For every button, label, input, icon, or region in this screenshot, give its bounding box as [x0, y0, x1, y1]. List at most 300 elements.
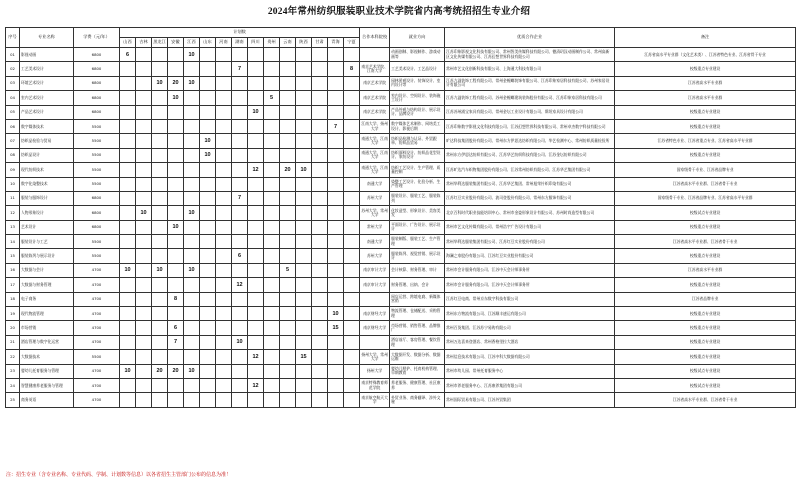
row-plan-count: [200, 105, 216, 119]
row-plan-count: [216, 335, 232, 349]
row-seq: 14: [6, 235, 20, 249]
row-partner: 南京财经大学: [360, 307, 390, 321]
row-plan-count: [136, 263, 152, 277]
row-plan-count: [264, 163, 280, 177]
row-company: 常州华利达服装集团有限公司、江苏红豆实业股份有限公司: [445, 235, 615, 249]
row-company: 常州信息技术有限公司、江苏中科大数据有限公司: [445, 350, 615, 364]
row-company: 江苏红豆电商、常州京东数字科技有限公司: [445, 292, 615, 306]
row-plan-count: 8: [344, 62, 360, 76]
row-remark: 江苏省高水平专业群、江苏省骨干专业: [615, 177, 796, 191]
row-plan-count: [184, 62, 200, 76]
row-plan-count: [168, 163, 184, 177]
table-row: [6, 134, 796, 148]
row-remark: 校级试点专业建设: [615, 364, 796, 378]
row-plan-count: [248, 119, 264, 133]
row-major-name: 纺织品检验与贸易: [20, 134, 74, 148]
row-plan-count: [200, 206, 216, 220]
row-plan-count: 15: [296, 350, 312, 364]
row-plan-count: [168, 263, 184, 277]
row-plan-count: [344, 206, 360, 220]
header-tuition: 学费（元/年）: [74, 28, 120, 48]
row-remark: 江苏省特色专业、江苏省重点专业、江苏省高水平专业群: [615, 134, 796, 148]
row-partner: 南京艺术学院: [360, 91, 390, 105]
row-plan-count: [136, 48, 152, 62]
row-company: 江苏苏州浦宝家具有限公司、常州金坛工业设计有限公司、斯坦家具设计有限公司: [445, 105, 615, 119]
row-plan-count: [248, 134, 264, 148]
row-plan-count: [296, 321, 312, 335]
row-plan-count: [312, 220, 328, 234]
table-row: [6, 163, 796, 177]
row-plan-count: [120, 206, 136, 220]
row-plan-count: [184, 134, 200, 148]
row-seq: 12: [6, 206, 20, 220]
row-plan-count: [120, 235, 136, 249]
row-plan-count: [136, 321, 152, 335]
row-partner: 扬州大学: [360, 364, 390, 378]
row-job: 纺织品检测与认证、外贸跟单、纺织品贸易: [390, 134, 445, 148]
row-remark: 国家级骨干专业、江苏省品牌专业、江苏省高水平专业群: [615, 191, 796, 205]
row-seq: 08: [6, 148, 20, 162]
row-plan-count: [344, 163, 360, 177]
row-plan-count: [280, 278, 296, 292]
row-plan-count: [200, 364, 216, 378]
row-plan-count: [264, 292, 280, 306]
row-plan-count: 10: [232, 335, 248, 349]
row-remark: 校级试点专业建设: [615, 206, 796, 220]
row-plan-count: [136, 307, 152, 321]
row-plan-count: [296, 335, 312, 349]
header-partner: 合作本科院校: [360, 28, 390, 48]
row-plan-count: [184, 307, 200, 321]
row-plan-count: 10: [152, 263, 168, 277]
row-major-name: 服装设计与工艺: [20, 235, 74, 249]
row-plan-count: [280, 76, 296, 90]
row-plan-count: [200, 321, 216, 335]
row-plan-count: [264, 350, 280, 364]
row-plan-count: [136, 335, 152, 349]
footnote: 注：招生专业（含专业名称、专业代码、学制、计划数等信息）以各省招生主管部门公布的信息为准！: [6, 472, 232, 478]
row-job: 市场营销、销售管理、品牌推广: [390, 321, 445, 335]
row-company: 常州东方伊思达纺织有限公司、江苏华艺纺织科技有限公司、江苏金坛纺织有限公司: [445, 148, 615, 162]
row-plan-count: [264, 263, 280, 277]
row-plan-count: [120, 278, 136, 292]
row-company: 江苏印象数字影视文化科技有限公司、江苏幻想世界科技有限公司、常州卓杰数字科技有限公司: [445, 119, 615, 133]
row-plan-count: [136, 163, 152, 177]
row-plan-count: 20: [152, 364, 168, 378]
row-plan-count: [216, 378, 232, 392]
row-plan-count: [328, 191, 344, 205]
row-plan-count: [264, 335, 280, 349]
row-plan-count: [136, 91, 152, 105]
row-tuition: 4700: [74, 307, 120, 321]
row-major-name: 大数据与会计: [20, 263, 74, 277]
row-plan-count: [328, 249, 344, 263]
row-remark: 校级重点专业建设: [615, 335, 796, 349]
row-plan-count: [216, 148, 232, 162]
row-plan-count: [168, 378, 184, 392]
table-row: [6, 378, 796, 392]
row-tuition: 6800: [74, 48, 120, 62]
row-plan-count: [312, 263, 328, 277]
row-job: 数字媒体艺术制作、网络美工设计、影视后期: [390, 119, 445, 133]
row-plan-count: [248, 235, 264, 249]
row-tuition: 5500: [74, 350, 120, 364]
header-province: 四川: [248, 38, 264, 48]
row-plan-count: [168, 235, 184, 249]
row-plan-count: [296, 364, 312, 378]
row-plan-count: [184, 235, 200, 249]
row-plan-count: [344, 364, 360, 378]
row-plan-count: [328, 393, 344, 407]
row-remark: 江苏省高水平专业群: [615, 91, 796, 105]
row-job: 婴幼儿照护、托育机构管理、早期教育: [390, 364, 445, 378]
row-plan-count: 6: [168, 321, 184, 335]
row-plan-count: [216, 278, 232, 292]
row-tuition: 4700: [74, 278, 120, 292]
row-major-name: 数字媒体技术: [20, 119, 74, 133]
row-job: 工艺美术设计、工艺品设计: [390, 62, 445, 76]
header-province: 贵州: [264, 38, 280, 48]
row-plan-count: [312, 235, 328, 249]
row-job: 园林景观设计、装饰设计、室内设计等: [390, 76, 445, 90]
row-seq: 21: [6, 335, 20, 349]
row-plan-count: [200, 249, 216, 263]
row-plan-count: [200, 62, 216, 76]
row-plan-count: [120, 335, 136, 349]
row-tuition: 5500: [74, 148, 120, 162]
row-plan-count: [264, 249, 280, 263]
row-seq: 09: [6, 163, 20, 177]
row-plan-count: [216, 393, 232, 407]
row-plan-count: [312, 278, 328, 292]
row-plan-count: 5: [280, 263, 296, 277]
row-job: 纺织面料设计、纺织品花型设计、家纺设计: [390, 148, 445, 162]
row-plan-count: [232, 105, 248, 119]
row-plan-count: [152, 321, 168, 335]
header-province: 青海: [328, 38, 344, 48]
row-remark: 校级重点专业建设: [615, 278, 796, 292]
header-province: 山西: [120, 38, 136, 48]
row-remark: 校级重点专业建设: [615, 307, 796, 321]
row-plan-count: [216, 62, 232, 76]
row-remark: 江苏省品牌专业: [615, 292, 796, 306]
row-plan-count: [168, 177, 184, 191]
row-plan-count: 6: [232, 249, 248, 263]
row-major-name: 现代纺织技术: [20, 163, 74, 177]
row-plan-count: [296, 134, 312, 148]
table-body: [6, 48, 796, 408]
row-plan-count: 10: [168, 91, 184, 105]
row-seq: 04: [6, 91, 20, 105]
row-plan-count: [344, 321, 360, 335]
row-plan-count: [312, 91, 328, 105]
table-row: [6, 191, 796, 205]
row-tuition: 6800: [74, 91, 120, 105]
row-plan-count: [296, 76, 312, 90]
row-plan-count: 8: [168, 292, 184, 306]
row-seq: 06: [6, 119, 20, 133]
row-plan-count: [280, 350, 296, 364]
table-row: [6, 278, 796, 292]
row-major-name: 市场营销: [20, 321, 74, 335]
row-plan-count: [328, 134, 344, 148]
row-plan-count: 10: [248, 105, 264, 119]
row-plan-count: [216, 292, 232, 306]
header-province: 甘肃: [312, 38, 328, 48]
row-plan-count: [152, 206, 168, 220]
row-company: 北京百科时代职业技能培训中心、常州市金姿形象设计有限公司、苏州时尚造型有限公司: [445, 206, 615, 220]
row-plan-count: [280, 249, 296, 263]
row-plan-count: [200, 220, 216, 234]
row-plan-count: [216, 76, 232, 90]
row-plan-count: [232, 76, 248, 90]
row-plan-count: [344, 48, 360, 62]
row-plan-count: [344, 335, 360, 349]
row-plan-count: [296, 62, 312, 76]
row-plan-count: [152, 119, 168, 133]
row-plan-count: [248, 263, 264, 277]
row-plan-count: [184, 119, 200, 133]
row-plan-count: [312, 76, 328, 90]
row-company: 常州市幼儿园、常州托育服务中心: [445, 364, 615, 378]
row-plan-count: [328, 76, 344, 90]
row-plan-count: [136, 278, 152, 292]
row-major-name: 环境艺术设计: [20, 76, 74, 90]
row-plan-count: [152, 249, 168, 263]
row-plan-count: [200, 235, 216, 249]
row-major-name: 婴幼儿托育服务与管理: [20, 364, 74, 378]
row-plan-count: [200, 393, 216, 407]
row-plan-count: [120, 76, 136, 90]
row-partner: [360, 335, 390, 349]
row-plan-count: [328, 148, 344, 162]
row-plan-count: [152, 177, 168, 191]
row-partner: 南通大学、江南大学: [360, 163, 390, 177]
row-plan-count: [216, 91, 232, 105]
row-plan-count: [232, 91, 248, 105]
header-province: 黑龙江: [152, 38, 168, 48]
row-plan-count: [136, 249, 152, 263]
row-partner: [360, 48, 390, 62]
row-plan-count: [344, 91, 360, 105]
row-plan-count: [264, 76, 280, 90]
row-plan-count: [344, 76, 360, 90]
header-job: 就业方向: [390, 28, 445, 48]
table-row: [6, 206, 796, 220]
row-plan-count: [168, 393, 184, 407]
row-plan-count: 10: [184, 263, 200, 277]
row-plan-count: [328, 278, 344, 292]
row-seq: 16: [6, 263, 20, 277]
row-plan-count: [280, 335, 296, 349]
row-major-name: 产品艺术设计: [20, 105, 74, 119]
row-plan-count: [296, 278, 312, 292]
row-plan-count: [264, 278, 280, 292]
row-major-name: 工艺美术设计: [20, 62, 74, 76]
row-plan-count: [280, 48, 296, 62]
row-major-name: 商务英语: [20, 393, 74, 407]
row-remark: 校级重点专业建设: [615, 350, 796, 364]
row-plan-count: [120, 148, 136, 162]
row-company: 常州国际贸易有限公司、江苏外贸集团: [445, 393, 615, 407]
row-company: 常州市养老服务中心、江苏康养集团有限公司: [445, 378, 615, 392]
row-plan-count: [328, 235, 344, 249]
row-plan-count: [296, 393, 312, 407]
row-job: 网店运营、跨境电商、新媒体营销: [390, 292, 445, 306]
row-plan-count: 10: [296, 163, 312, 177]
row-plan-count: [312, 292, 328, 306]
row-plan-count: 7: [168, 335, 184, 349]
table-row: [6, 48, 796, 62]
row-plan-count: [152, 62, 168, 76]
table-row: [6, 62, 796, 76]
row-plan-count: [136, 220, 152, 234]
table-row: [6, 177, 796, 191]
row-plan-count: [264, 105, 280, 119]
row-plan-count: [344, 350, 360, 364]
row-plan-count: [184, 278, 200, 292]
row-plan-count: [328, 335, 344, 349]
row-plan-count: [312, 119, 328, 133]
row-job: 养老服务、健康管理、社区康养: [390, 378, 445, 392]
row-plan-count: [312, 206, 328, 220]
row-plan-count: [296, 48, 312, 62]
row-seq: 11: [6, 191, 20, 205]
row-seq: 25: [6, 393, 20, 407]
row-tuition: 5500: [74, 235, 120, 249]
table-row: [6, 76, 796, 90]
row-plan-count: [248, 321, 264, 335]
row-job: 产品外观与结构设计、展示设计、品牌设计: [390, 105, 445, 119]
row-plan-count: 7: [232, 191, 248, 205]
row-plan-count: [120, 91, 136, 105]
row-plan-count: [152, 134, 168, 148]
row-plan-count: [264, 307, 280, 321]
row-company: 常州万达喜来登酒店、常州香格里拉大酒店: [445, 335, 615, 349]
row-plan-count: [248, 220, 264, 234]
row-plan-count: [280, 364, 296, 378]
row-remark: 校级重点专业建设: [615, 105, 796, 119]
row-plan-count: [312, 393, 328, 407]
row-plan-count: [248, 191, 264, 205]
header-province: 宁夏: [344, 38, 360, 48]
row-plan-count: [168, 148, 184, 162]
table-row: [6, 350, 796, 364]
row-plan-count: [216, 119, 232, 133]
row-plan-count: [232, 263, 248, 277]
row-plan-count: [280, 292, 296, 306]
row-plan-count: [344, 191, 360, 205]
row-plan-count: [280, 148, 296, 162]
row-plan-count: [296, 119, 312, 133]
row-plan-count: [248, 206, 264, 220]
row-plan-count: [232, 163, 248, 177]
row-major-name: 服装陈列与展示设计: [20, 249, 74, 263]
row-plan-count: [248, 62, 264, 76]
header-province: 江西: [184, 38, 200, 48]
row-partner: 苏州大学、常州大学: [360, 206, 390, 220]
row-plan-count: [312, 148, 328, 162]
row-plan-count: [296, 263, 312, 277]
row-plan-count: 10: [184, 364, 200, 378]
row-plan-count: [184, 350, 200, 364]
row-plan-count: [248, 249, 264, 263]
row-plan-count: [216, 177, 232, 191]
row-job: 动画创制、影视制作、游戏动画等: [390, 48, 445, 62]
row-plan-count: [136, 76, 152, 90]
row-plan-count: [152, 191, 168, 205]
row-plan-count: [120, 393, 136, 407]
row-plan-count: 10: [120, 364, 136, 378]
row-plan-count: [344, 378, 360, 392]
row-plan-count: [344, 220, 360, 234]
row-plan-count: [184, 177, 200, 191]
row-plan-count: [216, 364, 232, 378]
row-plan-count: [136, 62, 152, 76]
row-plan-count: [200, 48, 216, 62]
table-row: [6, 321, 796, 335]
row-plan-count: 7: [328, 119, 344, 133]
row-plan-count: [232, 220, 248, 234]
row-company: 江苏九溢装饰工程有限公司、常州金螳螂装饰有限公司、江苏印象家居科技有限公司、苏州家居设计有限公司: [445, 76, 615, 90]
row-plan-count: [184, 191, 200, 205]
row-plan-count: [312, 163, 328, 177]
row-plan-count: [184, 393, 200, 407]
row-plan-count: [280, 220, 296, 234]
row-partner: 南京艺术学院: [360, 76, 390, 90]
row-company: 常州市会计服务有限公司、江苏中天会计师事务所: [445, 263, 615, 277]
row-plan-count: [248, 278, 264, 292]
row-job: 服装设计、服装工艺、服装陈列: [390, 191, 445, 205]
row-remark: 校级重点专业建设: [615, 148, 796, 162]
row-plan-count: [232, 206, 248, 220]
row-plan-count: [232, 134, 248, 148]
row-plan-count: 12: [248, 378, 264, 392]
row-major-name: 现代物流管理: [20, 307, 74, 321]
row-seq: 20: [6, 321, 20, 335]
row-partner: 南京艺术学院: [360, 105, 390, 119]
row-plan-count: [120, 321, 136, 335]
table-row: [6, 249, 796, 263]
row-plan-count: [232, 148, 248, 162]
row-plan-count: [280, 307, 296, 321]
row-company: 江苏印象影视文化科技有限公司、常州智美传媒科技有限公司、德清玥汉动画制作公司、常州高新区文化传媒有限公司、江苏幻想世界科技有限公司: [445, 48, 615, 62]
row-job: 染整工艺设计、化验分析、生产管理: [390, 177, 445, 191]
row-company: 江苏红豆实业股份有限公司、波司登股份有限公司、常州东方服饰有限公司: [445, 191, 615, 205]
row-plan-count: [184, 148, 200, 162]
row-plan-count: [200, 335, 216, 349]
row-plan-count: [168, 62, 184, 76]
row-plan-count: [280, 177, 296, 191]
row-plan-count: [344, 278, 360, 292]
row-plan-count: [200, 307, 216, 321]
header-province: 河南: [216, 38, 232, 48]
row-plan-count: [312, 307, 328, 321]
row-remark: 江苏省高水平专业群: [615, 76, 796, 90]
row-plan-count: [328, 220, 344, 234]
row-major-name: 电子商务: [20, 292, 74, 306]
row-major-name: 艺术设计: [20, 220, 74, 234]
row-plan-count: [232, 177, 248, 191]
table-row: [6, 91, 796, 105]
row-remark: 国家级骨干专业、江苏省品牌专业: [615, 163, 796, 177]
row-plan-count: [184, 378, 200, 392]
row-plan-count: 12: [248, 350, 264, 364]
table-row: [6, 364, 796, 378]
row-plan-count: [280, 91, 296, 105]
row-tuition: 6800: [74, 62, 120, 76]
row-plan-count: 20: [280, 163, 296, 177]
